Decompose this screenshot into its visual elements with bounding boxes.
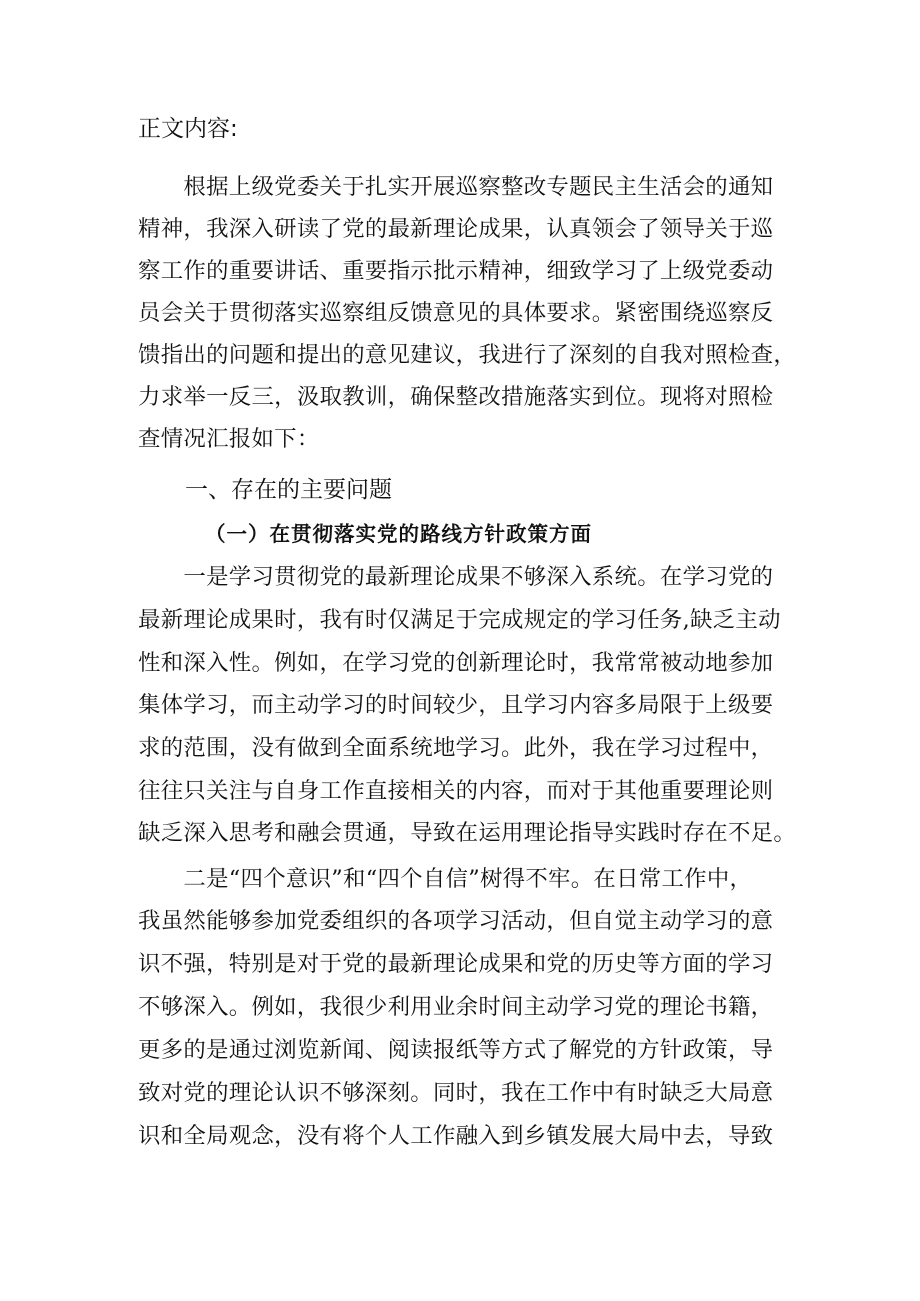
paragraph-line: 更多的是通过浏览新闻、阅读报纸等方式了解党的方针政策，导 <box>138 1037 774 1063</box>
section-heading: 一、存在的主要问题 <box>185 477 392 503</box>
subsection-heading: （一）在贯彻落实党的路线方针政策方面 <box>205 522 592 546</box>
paragraph-line: 求的范围，没有做到全面系统地学习。此外，我在学习过程中， <box>138 735 774 761</box>
paragraph-line: 性和深入性。例如，在学习党的创新理论时，我常常被动地参加 <box>138 650 774 676</box>
paragraph-line: 往往只关注与自身工作直接相关的内容，而对于其他重要理论则 <box>138 778 774 804</box>
intro-line: 馈指出的问题和提出的意见建议，我进行了深刻的自我对照检查， <box>138 342 797 368</box>
paragraph-line: 缺乏深入思考和融会贯通，导致在运用理论指导实践时存在不足。 <box>138 820 797 846</box>
paragraph-line: 一是学习贯彻党的最新理论成果不够深入系统。在学习党的 <box>138 564 774 590</box>
intro-line: 员会关于贯彻落实巡察组反馈意见的具体要求。紧密围绕巡察反 <box>138 300 774 326</box>
intro-line: 精神，我深入研读了党的最新理论成果，认真领会了领导关于巡 <box>138 216 774 242</box>
paragraph-line: 识和全局观念，没有将个人工作融入到乡镇发展大局中去，导致 <box>138 1123 774 1149</box>
paragraph-line: 二是“四个意识”和“四个自信”树得不牢。在日常工作中， <box>138 866 753 892</box>
paragraph-line: 致对党的理论认识不够深刻。同时，我在工作中有时缺乏大局意 <box>138 1080 774 1106</box>
paragraph-line: 集体学习，而主动学习的时间较少，且学习内容多局限于上级要 <box>138 692 774 718</box>
intro-line: 查情况汇报如下： <box>138 426 320 452</box>
paragraph-line: 我虽然能够参加党委组织的各项学习活动，但自觉主动学习的意 <box>138 908 774 934</box>
intro-line: 根据上级党委关于扎实开展巡察整改专题民主生活会的通知 <box>138 174 774 200</box>
intro-line: 力求举一反三，汲取教训，确保整改措施落实到位。现将对照检 <box>138 384 774 410</box>
paragraph-line: 识不强，特别是对于党的最新理论成果和党的历史等方面的学习 <box>138 951 774 977</box>
content-label: 正文内容: <box>138 116 238 142</box>
paragraph-line: 最新理论成果时，我有时仅满足于完成规定的学习任务,缺乏主动 <box>138 607 781 633</box>
intro-line: 察工作的重要讲话、重要指示批示精神，细致学习了上级党委动 <box>138 258 774 284</box>
paragraph-line: 不够深入。例如，我很少利用业余时间主动学习党的理论书籍， <box>138 994 774 1020</box>
